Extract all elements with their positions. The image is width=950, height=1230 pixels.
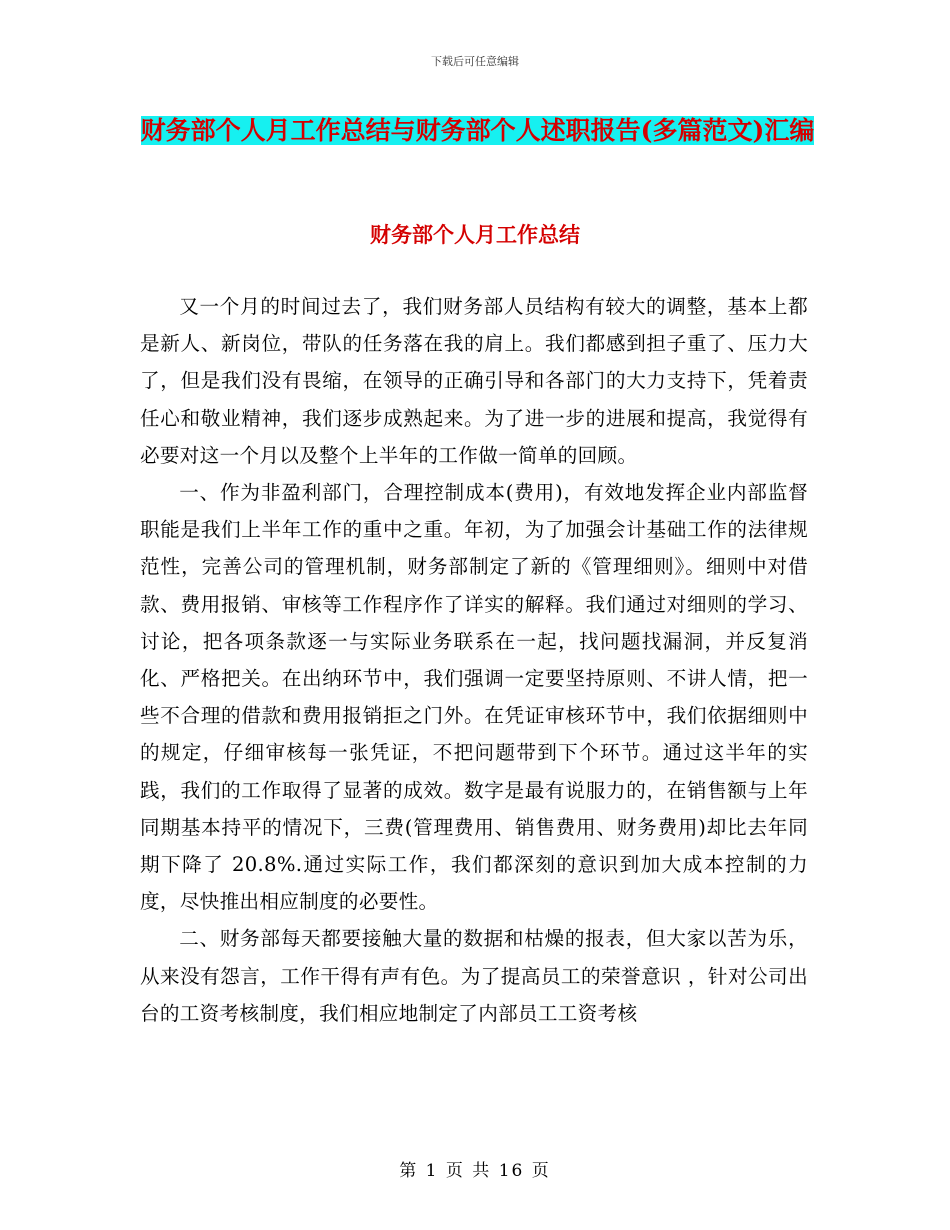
paragraph: 二、财务部每天都要接触大量的数据和枯燥的报表，但大家以苦为乐，从来没有怨言，工作干得有声有色。为了提高员工的荣誉意识 ，针对公司出台的工资考核制度，我们相应地制定了内部员工工资考核 <box>140 927 808 1025</box>
page-number: 第 1 页 共 16 页 <box>399 1161 551 1181</box>
document-body <box>140 288 808 1032</box>
section-title: 财务部个人月工作总结 <box>370 222 580 247</box>
document-title <box>140 108 815 154</box>
paragraph: 一、作为非盈利部门，合理控制成本(费用)，有效地发挥企业内部监督职能是我们上半年工作的重中之重。年初，为了加强会计基础工作的法律规范性，完善公司的管理机制，财务部制定了新的《管理细则》。细则中对借款、费用报销、审核等工作程序作了详实的解释。我们通过对细则的学习、讨论，把各项条款逐一与实际业务联系在一起，找问题找漏洞，并反复消化、严格把关。在出纳环节中，我们强调一定要坚持原则、不讲人情，把一些不合理的借款和费用报销拒之门外。在凭证审核环节中，我们依据细则中的规定，仔细审核每一张凭证，不把问题带到下个环节。通过这半年的实践，我们的工作取得了显著的成效。数字是最有说服力的，在销售额与上年同期基本持平的情况下，三费(管理费用、销售费用、财务费用)却比去年同期下降了 20.8%.通过实际工作，我们都深刻的意识到加大成本控制的力度，尽快推出相应制度的必要性。 <box>140 481 808 914</box>
paragraph: 又一个月的时间过去了，我们财务部人员结构有较大的调整，基本上都是新人、新岗位，带队的任务落在我的肩上。我们都感到担子重了、压力大了，但是我们没有畏缩，在领导的正确引导和各部门的大力支持下，凭着责任心和敬业精神，我们逐步成熟起来。为了进一步的进展和提高，我觉得有必要对这一个月以及整个上半年的工作做一简单的回顾。 <box>140 295 808 467</box>
header-note: 下载后可任意编辑 <box>431 55 519 68</box>
document-title-text: 财务部个人月工作总结与财务部个人述职报告(多篇范文)汇编 <box>140 116 815 145</box>
